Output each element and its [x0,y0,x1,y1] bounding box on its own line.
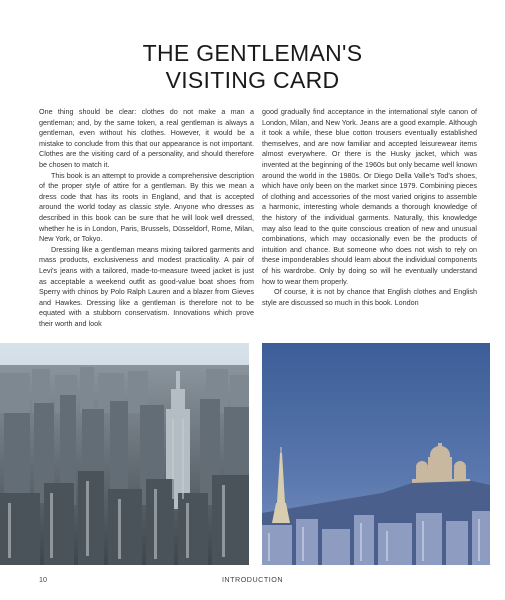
title-line-2: VISITING CARD [165,67,340,93]
paragraph: good gradually find acceptance in the international style canon of London, Milan, and New York. Jeans are a good example. Although it took a while, these blue cotton trousers eventually established themselves, and are now familiar and accepted leisurewear items almost everywhere. Or there is the Husky jacket, which was invented at the beginning of the 1960s but only became well known around the world in the 1980s. Or Diego Della Valle's Tod's shoes, which have only been on the market since 1979. Combining pieces of clothing and accessories of the most varied origins to assemble a harmonic, interesting whole demands a thorough knowledge of the history of the individual garments. Naturally, this knowledge may also lead to the quite conscious creation of new and unusual combinations, which may occasionally even be the products of intuition and chance. But someone who does not wish to rely on these imponderables should learn about the individual components of his wardrobe. Only by doing so will he eventually understand how to wear them properly. [262,107,477,286]
title-line-1: THE GENTLEMAN'S [142,40,363,66]
paragraph: One thing should be clear: clothes do not make a man a gentleman; and, by the same token, a real gentleman is always a gentleman, even without his clothes. However, it would be a mistake to conclude from this that our appearance is not important. Clothes are the visiting card of a personality, and should therefore be chosen to match it. [39,107,254,169]
paris-dusk-image [262,343,490,565]
paragraph: This book is an attempt to provide a comprehensive description of the proper style of attire for a gentleman. By this we mean a dress code that has its roots in England, and that is accepted around the world today as classic style. Anyone who dresses as described in this book can be sure that he will look well dressed, whether he is in London, Paris, Brussels, Düsseldorf, Rome, Milan, New York, or Tokyo. [39,170,254,244]
page-title [0,40,505,94]
right-text-column [262,107,477,308]
paragraph: Dressing like a gentleman means mixing tailored garments and mass products, exclusiveness and modest practicality. A pair of Levi's jeans with a tailored, made-to-measure tweed jacket is just as acceptable a weekend outfit as good-value boat shoes from Sperry with chinos by Polo Ralph Lauren and a blazer from Gieves and Hawkes. Dressing like a gentleman is therefore not to be equated with a stubborn conservatism. Innovations which prove their worth and look [39,244,254,328]
left-text-column [39,107,254,329]
page-number: 10 [39,575,47,584]
paris-dusk-photo [262,343,490,565]
new-york-skyline-photo [0,343,249,565]
new-york-skyline-image [0,343,249,565]
section-label: INTRODUCTION [221,575,284,584]
paragraph: Of course, it is not by chance that English clothes and English style are discussed so much in this book. London [262,287,477,307]
